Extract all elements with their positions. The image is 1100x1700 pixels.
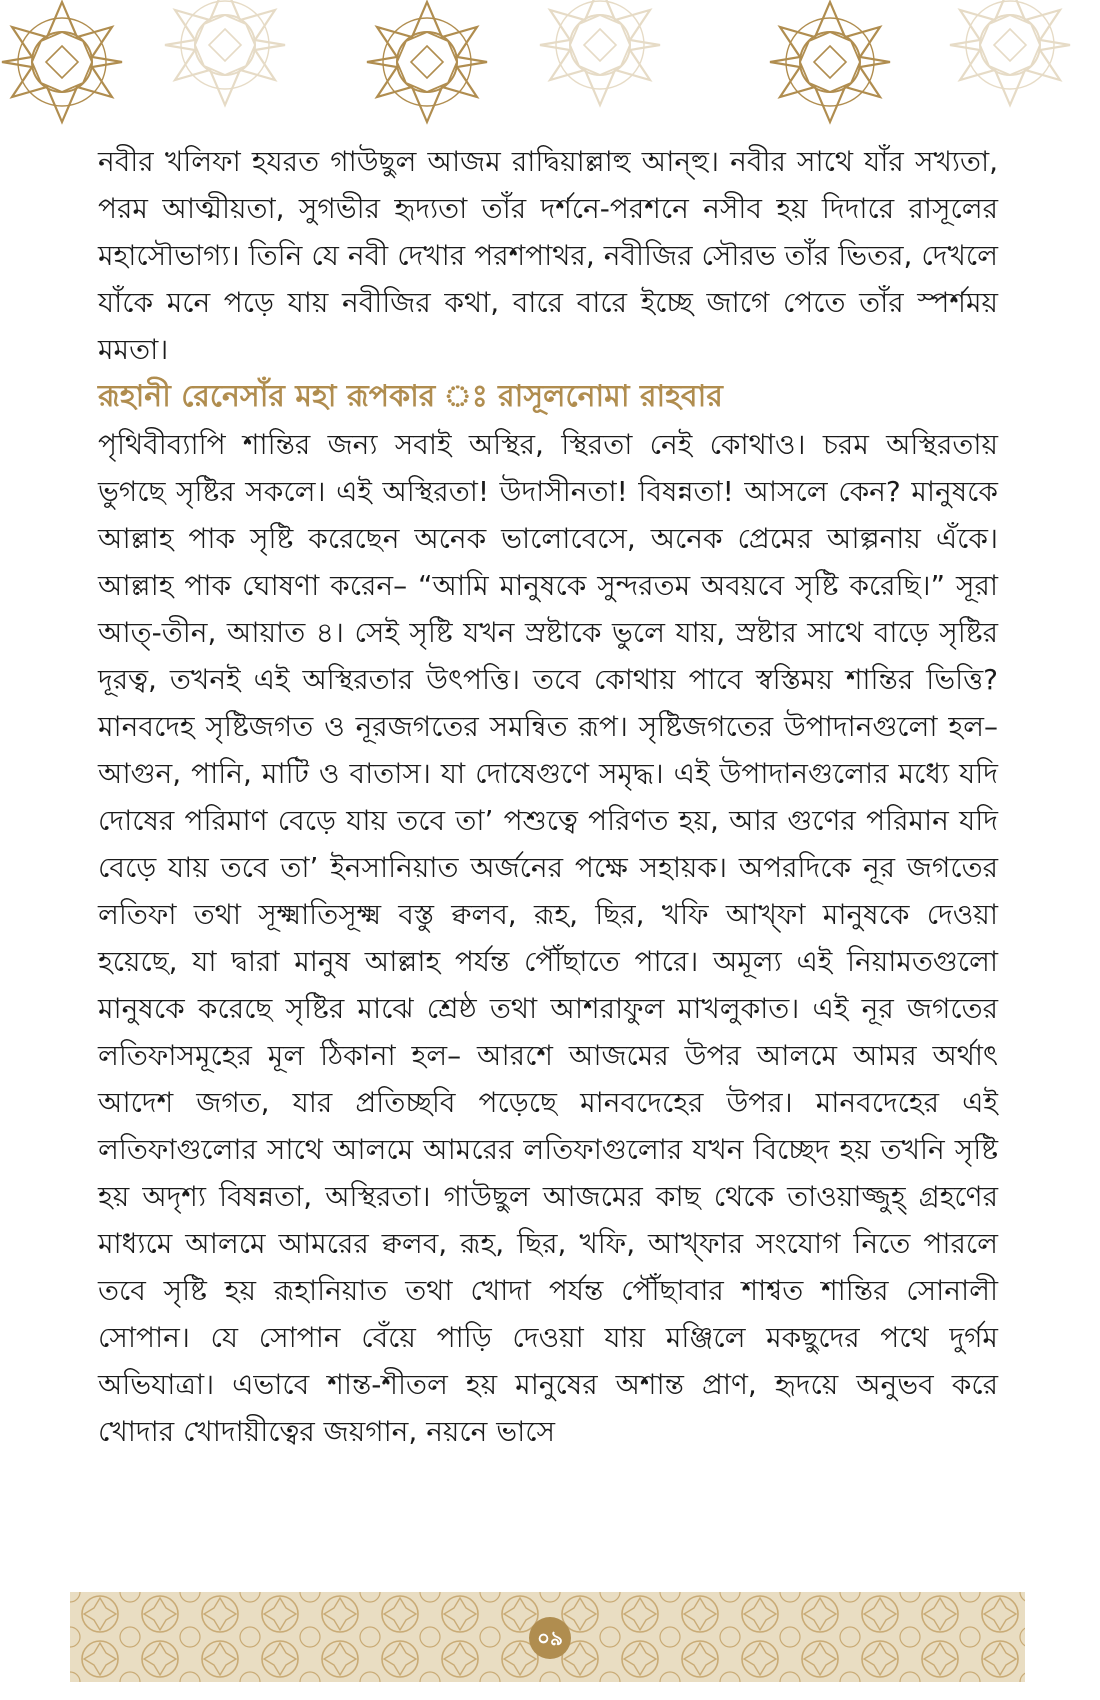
light-rosette-icon [165, 0, 285, 105]
paragraph-2: পৃথিবীব্যাপি শান্তির জন্য সবাই অস্থির, স্থিরতা নেই কোথাও। চরম অস্থিরতায় ভুগছে সৃষ্টির সকলে। এই অস্থিরতা! উদাসীনতা! বিষন্নতা! আসলে কেন? মানুষকে আল্লাহ পাক সৃষ্টি করেছেন অনেক ভালোবেসে, অনেক প্রেমের আল্পনায় এঁকে। আল্লাহ পাক ঘোষণা করেন– “আমি মানুষকে সুন্দরতম অবয়বে সৃষ্টি করেছি।” সূরা আত্-তীন, আয়াত ৪। সেই সৃষ্টি যখন স্রষ্টাকে ভুলে যায়, স্রষ্টার সাথে বাড়ে সৃষ্টির দূরত্ব, তখনই এই অস্থিরতার উৎপত্তি। তবে কোথায় পাবে স্বস্তিময় শান্তির ভিত্তি? মানবদেহ সৃষ্টিজগত ও নূরজগতের সমন্বিত রূপ। সৃষ্টিজগতের উপাদানগুলো হল– আগুন, পানি, মাটি ও বাতাস। যা দোষেগুণে সমৃদ্ধ। এই উপাদানগুলোর মধ্যে যদি দোষের পরিমাণ বেড়ে যায় তবে তা’ পশুত্বে পরিণত হয়, আর গুণের পরিমান যদি বেড়ে যায় তবে তা’ ইনসানিয়াত অর্জনের পক্ষে সহায়ক। অপরদিকে নূর জগতের লতিফা তথা সূক্ষ্মাতিসূক্ষ্ম বস্তু ক্বলব, রূহ, ছির, খফি আখ্‌ফা মানুষকে দেওয়া হয়েছে, যা দ্বারা মানুষ আল্লাহ পর্যন্ত পৌঁছাতে পারে। অমূল্য এই নিয়ামতগুলো মানুষকে করেছে সৃষ্টির মাঝে শ্রেষ্ঠ তথা আশরাফুল মাখলুকাত। এই নূর জগতের লতিফাসমূহের মূল ঠিকানা হল– আরশে আজমের উপর আলমে আমর অর্থাৎ আদেশ জগত, যার প্রতিচ্ছবি পড়েছে মানবদেহের উপর। মানবদেহের এই লতিফাগুলোর সাথে আলমে আমরের লতিফাগুলোর যখন বিচ্ছেদ হয় তখনি সৃষ্টি হয় অদৃশ্য বিষন্নতা, অস্থিরতা। গাউছুল আজমের কাছ থেকে তাওয়াজ্জুহ্ গ্রহণের মাধ্যমে আলমে আমরের ক্বলব, রূহ, ছির, খফি, আখ্‌ফার সংযোগ নিতে পারলে তবে সৃষ্টি হয় রূহানিয়াত তথা খোদা পর্যন্ত পৌঁছাবার শাশ্বত শান্তির সোনালী সোপান। যে সোপান বেঁয়ে পাড়ি দেওয়া যায় মঞ্জিলে মকছুদের পথে দুর্গম অভিযাত্রা। এভাবে শান্ত-শীতল হয় মানুষের অশান্ত প্রাণ, হৃদয়ে অনুভব করে খোদার খোদায়ীত্বের জয়গান, নয়নে ভাসে [98, 428, 998, 1448]
paragraph-1: নবীর খলিফা হযরত গাউছুল আজম রাদ্বিয়াল্লাহু আন্‌হু। নবীর সাথে যাঁর সখ্যতা, পরম আত্মীয়তা, সুগভীর হৃদ্যতা তাঁর দর্শনে-পরশনে নসীব হয় দিদারে রাসূলের মহাসৌভাগ্য। তিনি যে নবী দেখার পরশপাথর, নবীজির সৌরভ তাঁর ভিতর, দেখলে যাঁকে মনে পড়ে যায় নবীজির কথা, বারে বারে ইচ্ছে জাগে পেতে তাঁর স্পর্শময় মমতা। [98, 145, 998, 366]
top-ornament-border [0, 0, 1100, 135]
gold-rosette-icon [2, 2, 122, 122]
section-heading: রূহানী রেনেসাঁর মহা রূপকার ঃ রাসূলনোমা রাহবার [98, 379, 723, 414]
gold-rosette-icon [770, 2, 890, 122]
light-rosette-icon [950, 0, 1070, 105]
light-rosette-icon [540, 0, 660, 105]
page-content [98, 138, 998, 1455]
gold-rosette-icon [367, 2, 487, 122]
page-number-badge: ০৯ [529, 1617, 571, 1659]
